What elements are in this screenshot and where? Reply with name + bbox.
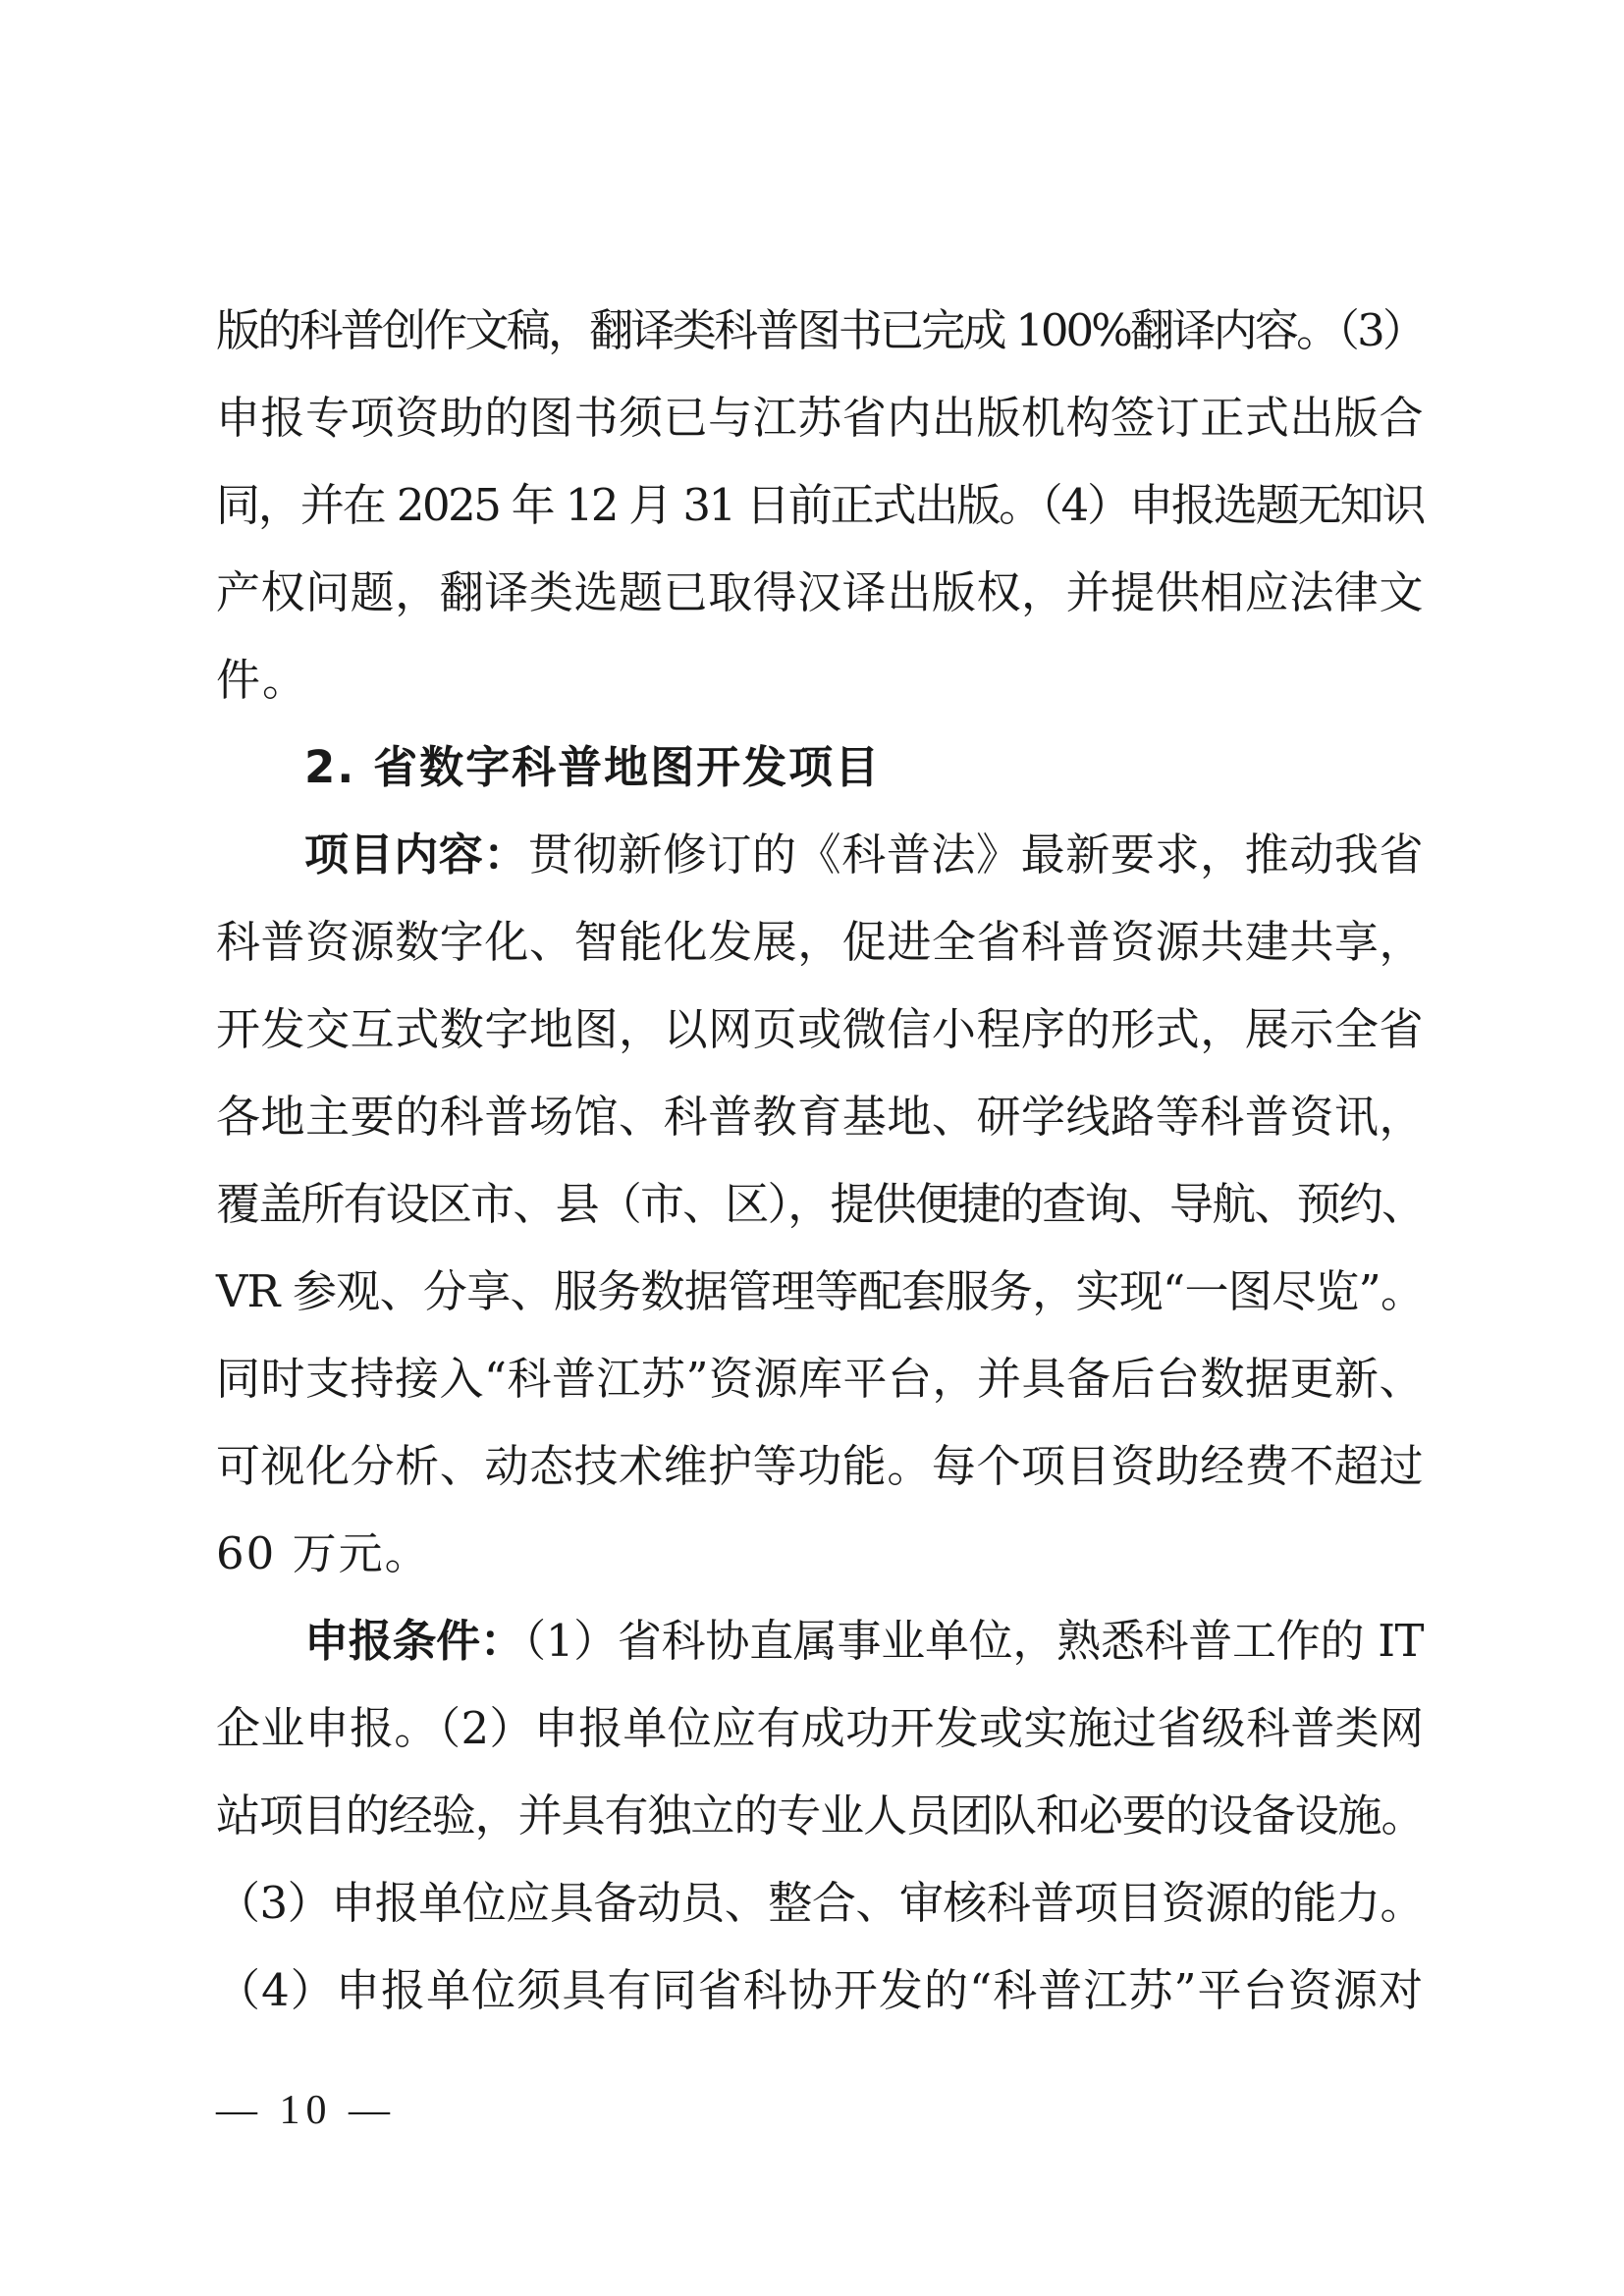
text-line: 件。 (216, 654, 309, 706)
text-line: 申报专项资助的图书须已与江苏省内出版机构签订正式出版合 (216, 392, 1424, 444)
text-line: 产权问题，翻译类选题已取得汉译出版权，并提供相应法律文 (216, 566, 1424, 618)
text-line: 站项目的经验，并具有独立的专业人员团队和必要的设备设施。 (216, 1789, 1424, 1842)
page-number: — 10 — (216, 2088, 396, 2133)
paragraph-first-line (304, 1611, 1424, 1672)
text-line: 各地主要的科普场馆、科普教育基地、研学线路等科普资讯， (216, 1091, 1424, 1143)
section-heading: 2. 省数字科普地图开发项目 (304, 741, 882, 793)
text-line: 可视化分析、动态技术维护等功能。每个项目资助经费不超过 (216, 1440, 1424, 1492)
paragraph-text: （1）省科协直属事业单位，熟悉科普工作的 IT (523, 1615, 1424, 1667)
paragraph-first-line (304, 825, 1424, 885)
text-line: 同，并在 2025 年 12 月 31 日前正式出版。（4）申报选题无知识 (216, 479, 1424, 531)
text-line: 同时支持接入“科普江苏”资源库平台，并具备后台数据更新、 (216, 1353, 1425, 1405)
text-line: 覆盖所有设区市、县（市、区），提供便捷的查询、导航、预约、 (216, 1178, 1424, 1230)
text-line: 60 万元。 (216, 1527, 431, 1579)
text-line: 科普资源数字化、智能化发展，促进全省科普资源共建共享， (216, 916, 1424, 968)
paragraph-text: 贯彻新修订的《科普法》最新要求，推动我省 (528, 828, 1424, 881)
paragraph-lead: 项目内容： (304, 828, 529, 881)
text-line: （4）申报单位须具有同省科协开发的“科普江苏”平台资源对 (216, 1964, 1424, 2016)
text-line: 版的科普创作文稿，翻译类科普图书已完成 100%翻译内容。（3） (216, 304, 1424, 356)
text-line: VR 参观、分享、服务数据管理等配套服务，实现“一图尽览”。 (216, 1265, 1424, 1317)
text-line: （3）申报单位应具备动员、整合、审核科普项目资源的能力。 (216, 1877, 1424, 1929)
paragraph-lead: 申报条件： (304, 1615, 524, 1667)
text-line: 企业申报。（2）申报单位应有成功开发或实施过省级科普类网 (216, 1702, 1424, 1754)
text-line: 开发交互式数字地图，以网页或微信小程序的形式，展示全省 (216, 1003, 1424, 1055)
